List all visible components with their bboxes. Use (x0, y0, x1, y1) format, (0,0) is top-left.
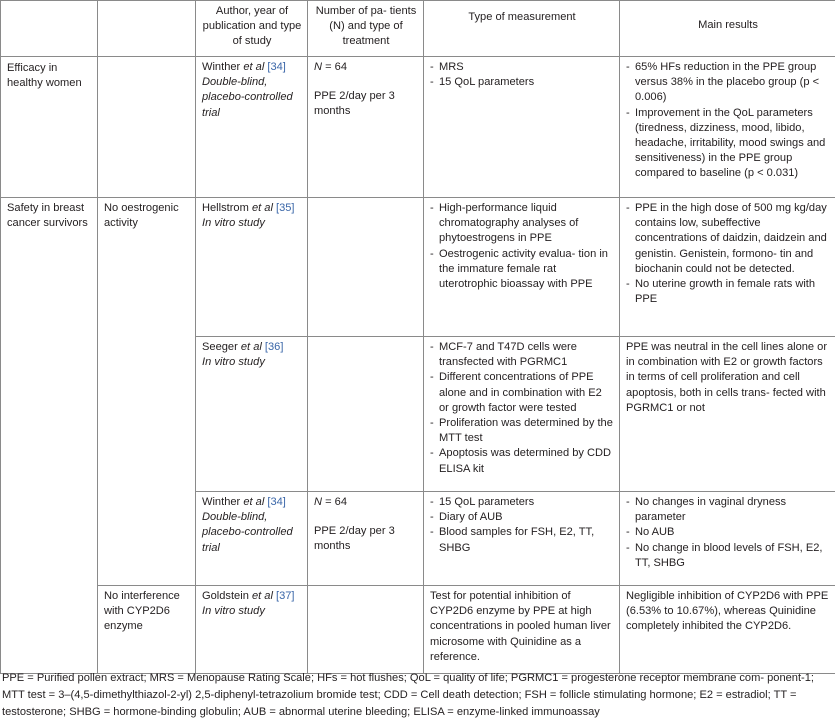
list-item: - 15 QoL parameters (430, 75, 614, 90)
measurement-cell (424, 337, 620, 492)
subcategory-no-interference: No interference with CYP2D6 enzyme (98, 586, 196, 674)
author-cell (196, 57, 308, 198)
author-name: Winther (202, 496, 244, 508)
subcategory-no-oestrogenic: No oestrogenic activity (98, 198, 196, 586)
subcategory-empty (98, 57, 196, 198)
treatment: PPE 2/day per 3 months (314, 525, 395, 553)
study-design: In vitro study (202, 217, 265, 230)
n-symbol: N (314, 496, 323, 508)
patients-cell (308, 492, 424, 586)
list-item: - No changes in vaginal dryness parameter (626, 495, 830, 525)
header-cell-patients: Number of pa- tients (N) and type of treatment (308, 1, 424, 57)
et-al: et al (243, 61, 265, 73)
author-cell (196, 337, 308, 492)
measurement-cell (424, 57, 620, 198)
n-value: = 64 (322, 61, 347, 73)
et-al: et al (251, 202, 273, 214)
list-item: - Proliferation was determined by the MTT test (430, 416, 614, 446)
author-name: Winther (202, 61, 244, 73)
et-al: et al (251, 590, 273, 602)
list-item: - MCF-7 and T47D cells were transfected with PGRMC1 (430, 340, 614, 370)
list-item: - High-performance liquid chromatography analyses of phytoestrogens in PPE (430, 201, 614, 247)
results-cell (620, 57, 835, 198)
study-design: In vitro study (202, 605, 265, 618)
list-item: - MRS (430, 60, 614, 75)
patients-cell-empty (308, 586, 424, 674)
author-cell (196, 198, 308, 337)
et-al: et al (243, 496, 265, 508)
list-item: - Oestrogenic activity evalua- tion in the immature female rat uterotrophic bioassay with PPE (430, 247, 614, 293)
patients-cell-empty (308, 198, 424, 337)
reference-link-34[interactable]: [34] (267, 61, 286, 73)
header-cell-category (1, 1, 98, 57)
header-cell-author: Author, year of publication and type of study (196, 1, 308, 57)
reference-link-37[interactable]: [37] (276, 590, 295, 602)
measurement-cell: Test for potential inhibition of CYP2D6 enzyme by PPE at high concentrations in pooled human liver microsome with Quinidine as a reference. (424, 586, 620, 674)
author-name: Seeger (202, 341, 241, 353)
measurement-cell (424, 492, 620, 586)
treatment: PPE 2/day per 3 months (314, 90, 395, 118)
study-design: In vitro study (202, 356, 265, 369)
n-value: = 64 (322, 496, 347, 508)
results-cell: PPE was neutral in the cell lines alone or in combination with E2 or growth factors in terms of cell proliferation and cell apoptosis, both in cells trans- fected with PGRMC1 or not (620, 337, 835, 492)
reference-link-36[interactable]: [36] (264, 341, 284, 353)
table-footnote: PPE = Purified pollen extract; MRS = Menopause Rating Scale; HFs = hot flushes; QoL = quality of life; PGRMC1 = progesterone receptor membrane com- ponent-1; MTT test = 3–(4,5-dimethylthiazol-2-yl) 2,5-diphenyl-tetrazolium bromide test; CDD = Cell death detection; FSH = follicle stimulating hormone; E2 = estradiol; TT = testosterone; SHBG = hormone-binding globulin; AUB = abnormal uterine bleeding; ELISA = enzyme-linked immunoassay (2, 672, 814, 718)
reference-link-34[interactable]: [34] (267, 496, 286, 508)
list-item: - Improvement in the QoL parameters (tiredness, dizziness, mood, libido, headache, irritability, mood swings and sensitiveness) in the PPE group compared to baseline (p < 0.031) (626, 106, 830, 182)
study-design: Double-blind, placebo-controlled trial (202, 76, 293, 119)
author-cell (196, 492, 308, 586)
n-symbol: N (314, 61, 323, 73)
list-item: - Blood samples for FSH, E2, TT, SHBG (430, 525, 614, 555)
header-cell-subcategory (98, 1, 196, 57)
header-cell-measurement: Type of measurement (424, 1, 620, 57)
table-header-row (1, 1, 835, 57)
results-cell (620, 198, 835, 337)
table-row (1, 586, 835, 674)
table-row (1, 198, 835, 337)
results-cell: Negligible inhibition of CYP2D6 with PPE (6.53% to 10.67%), whereas Quinidine completely inhibited the CYP2D6. (620, 586, 835, 674)
list-item: - Apoptosis was determined by CDD ELISA kit (430, 446, 614, 476)
list-item: - No AUB (626, 525, 830, 540)
list-item: - 15 QoL parameters (430, 495, 614, 510)
et-al: et al (240, 341, 262, 353)
author-cell (196, 586, 308, 674)
measurement-cell (424, 198, 620, 337)
patients-cell (308, 57, 424, 198)
author-name: Goldstein (202, 590, 252, 602)
list-item: - Different concentrations of PPE alone and in combination with E2 or growth factor were tested (430, 370, 614, 416)
list-item: - PPE in the high dose of 500 mg kg/day contains low, subeffective concentrations of daidzin, daidzein and genistin. Genistein, formono- tin and biochanin could not be detected. (626, 201, 830, 277)
results-cell (620, 492, 835, 586)
author-name: Hellstrom (202, 202, 252, 214)
category-safety: Safety in breast cancer survivors (1, 198, 98, 674)
table-row (1, 57, 835, 198)
list-item: - 65% HFs reduction in the PPE group versus 38% in the placebo group (p < 0.006) (626, 60, 830, 106)
list-item: - No change in blood levels of FSH, E2, TT, SHBG (626, 541, 830, 571)
category-efficacy: Efficacy in healthy women (1, 57, 98, 198)
study-design: Double-blind, placebo-controlled trial (202, 511, 293, 554)
reference-link-35[interactable]: [35] (276, 202, 295, 214)
list-item: - Diary of AUB (430, 510, 614, 525)
header-cell-results: Main results (620, 1, 835, 57)
list-item: - No uterine growth in female rats with PPE (626, 277, 830, 307)
patients-cell-empty (308, 337, 424, 492)
